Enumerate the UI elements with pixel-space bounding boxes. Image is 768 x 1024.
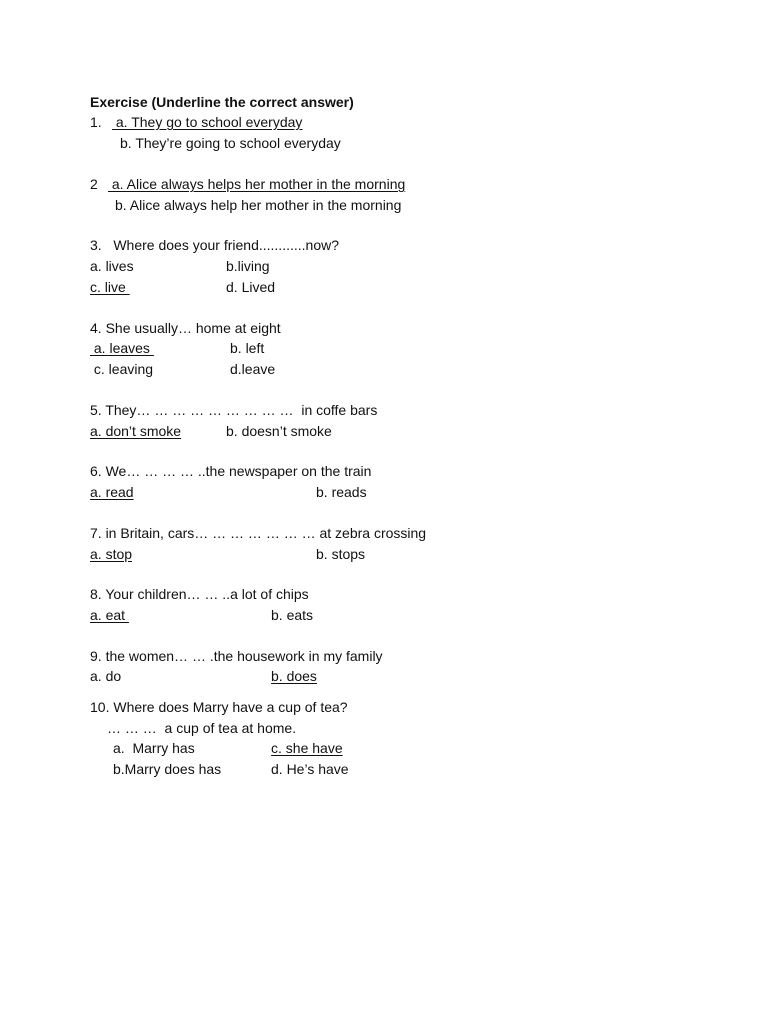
question-8-option-a: a. eat <box>90 607 129 623</box>
question-10-subprompt: … … … a cup of tea at home. <box>107 720 297 736</box>
question-2-option-a: a. Alice always helps her mother in the morning <box>108 176 406 192</box>
question-5-option-b: b. doesn’t smoke <box>226 423 332 439</box>
question-3-option-c: c. live <box>90 279 130 295</box>
question-10-prompt: 10. Where does Marry have a cup of tea? <box>90 699 348 715</box>
question-4-option-a: a. leaves <box>90 340 154 356</box>
question-1-number: 1. <box>90 114 102 130</box>
question-1-option-a: a. They go to school everyday <box>112 114 303 130</box>
question-2-number: 2 <box>90 176 98 192</box>
question-9-option-b: b. does <box>271 668 317 684</box>
question-4-option-b: b. left <box>230 340 265 356</box>
exercise-title: Exercise (Underline the correct answer) <box>90 94 354 110</box>
question-10-option-a: a. Marry has <box>113 740 195 756</box>
question-9-prompt: 9. the women… … .the housework in my family <box>90 648 383 664</box>
question-3-option-d: d. Lived <box>226 279 276 295</box>
question-7-option-b: b. stops <box>316 546 366 562</box>
question-4-option-c: c. leaving <box>90 361 154 377</box>
question-3-option-a: a. lives <box>90 258 134 274</box>
question-10-option-d: d. He’s have <box>271 761 349 777</box>
question-10-option-b: b.Marry does has <box>113 761 222 777</box>
question-3-prompt: 3. Where does your friend............now? <box>90 237 340 253</box>
question-3-option-b: b.living <box>226 258 270 274</box>
question-2-option-b: b. Alice always help her mother in the morning <box>115 197 402 213</box>
question-9-option-a: a. do <box>90 668 122 684</box>
question-6-option-a: a. read <box>90 484 134 500</box>
question-8-prompt: 8. Your children… … ..a lot of chips <box>90 586 309 602</box>
question-5-option-a: a. don’t smoke <box>90 423 182 439</box>
question-4-option-d: d.leave <box>230 361 276 377</box>
question-5-prompt: 5. They… … … … … … … … … in coffe bars <box>90 402 378 418</box>
question-10-option-c: c. she have <box>271 740 343 756</box>
question-8-option-b: b. eats <box>271 607 314 623</box>
question-4-prompt: 4. She usually… home at eight <box>90 320 281 336</box>
question-7-option-a: a. stop <box>90 546 133 562</box>
question-6-option-b: b. reads <box>316 484 367 500</box>
question-6-prompt: 6. We… … … … ..the newspaper on the train <box>90 463 372 479</box>
question-7-prompt: 7. in Britain, cars… … … … … … … at zebra crossing <box>90 525 427 541</box>
question-1-option-b: b. They’re going to school everyday <box>120 135 341 151</box>
